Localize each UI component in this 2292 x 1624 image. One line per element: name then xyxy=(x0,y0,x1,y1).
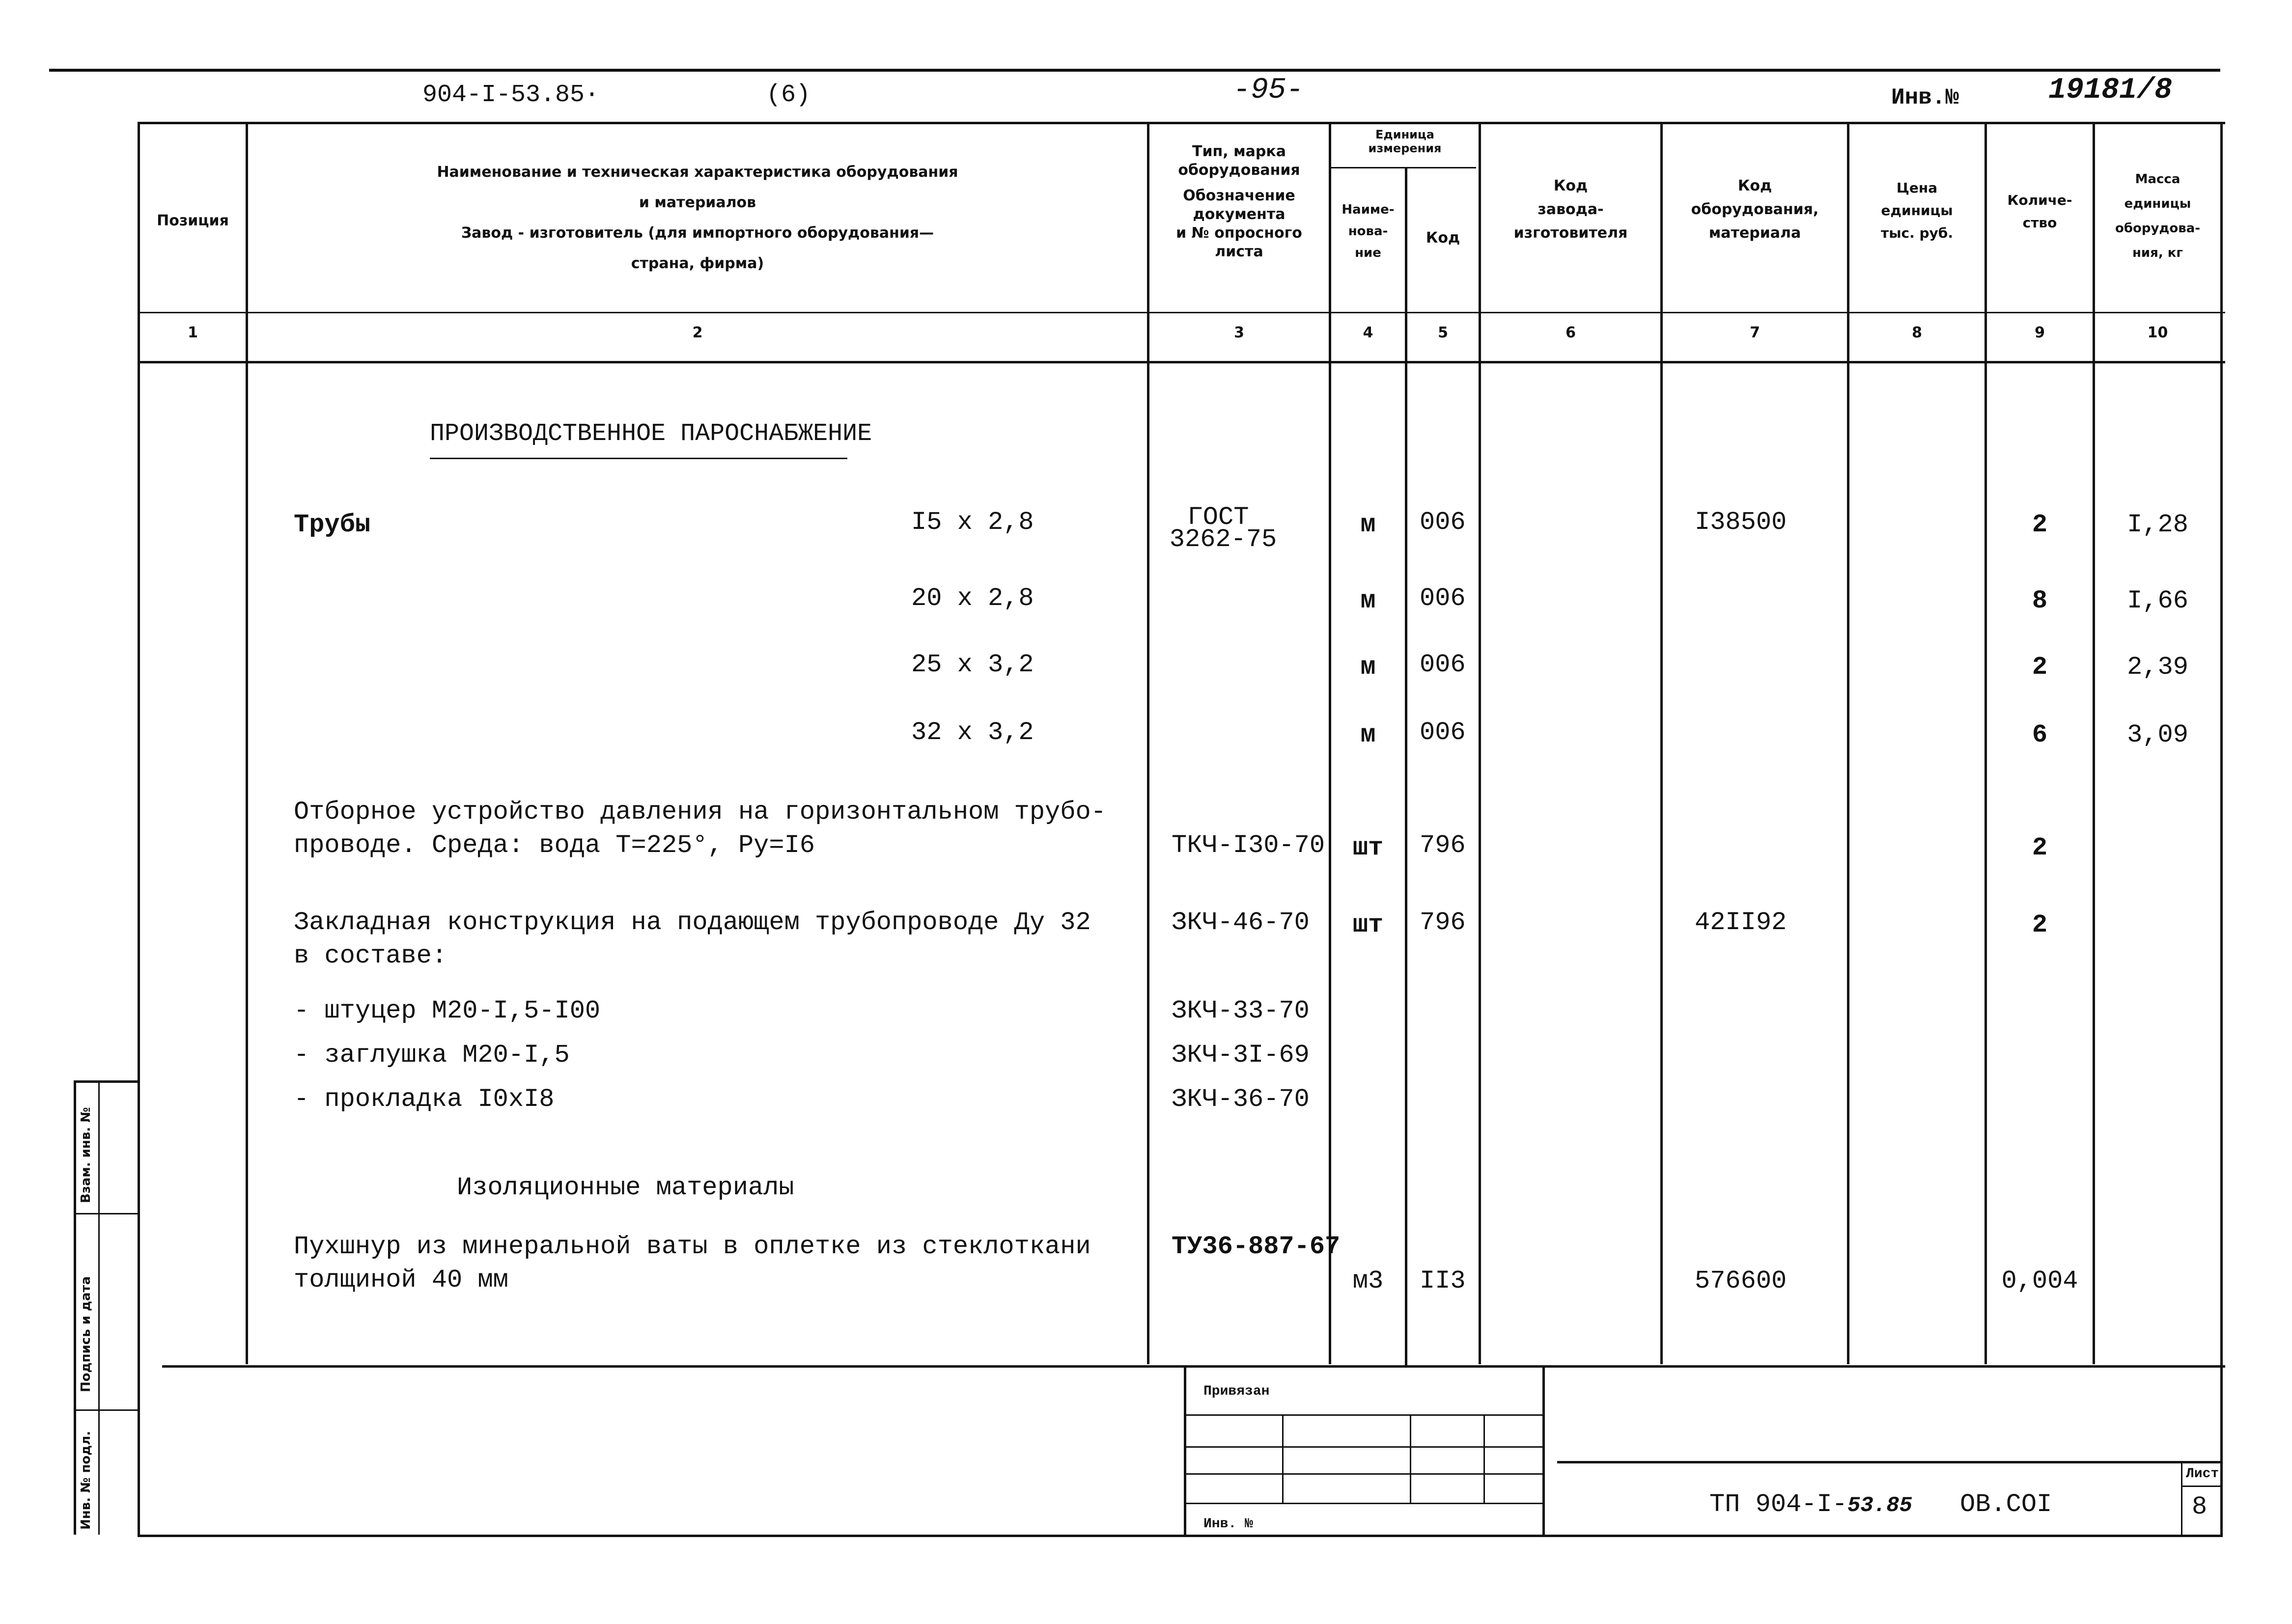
header-mass-line1: Масса xyxy=(2135,172,2180,187)
side-label-signature: Подпись и дата xyxy=(79,1276,93,1392)
header-type-line4: документа xyxy=(1193,206,1286,223)
pipe-row-4-size: 32 x 3,2 xyxy=(911,718,1034,747)
header-position-text: Позиция xyxy=(157,212,229,229)
header-price-line2: единицы xyxy=(1881,202,1953,219)
pipe-row-1-code: 006 xyxy=(1420,508,1466,537)
header-price xyxy=(1849,177,1985,245)
sheet-cell-divider xyxy=(2181,1486,2223,1487)
device-name-line2: проводе. Среда: вода Т=225°, Ру=I6 xyxy=(294,831,815,860)
header-price-line3: тыс. руб. xyxy=(1880,225,1953,241)
cord-name-line1: Пухшнур из минеральной ваты в оплетке из стеклоткани xyxy=(294,1232,1091,1261)
device-doc: ТКЧ-I30-70 xyxy=(1172,831,1325,860)
stamp-inv-label: Инв. № xyxy=(1203,1516,1253,1532)
embed-part-3-doc: ЗКЧ-36-70 xyxy=(1172,1085,1310,1114)
colnum-bottom-border xyxy=(138,361,2225,363)
pipes-doc-line1: ГОСТ xyxy=(1187,503,1249,532)
col-number-4: 4 xyxy=(1363,324,1373,341)
header-name xyxy=(248,157,1147,279)
header-unit-name-line3: ние xyxy=(1355,246,1381,260)
pipe-row-1-unit: м xyxy=(1360,510,1376,539)
embed-material-code: 42II92 xyxy=(1695,908,1787,937)
header-factory-code xyxy=(1481,174,1660,245)
side-stamp-outer xyxy=(74,1080,76,1535)
pipe-row-1-qty: 2 xyxy=(2032,510,2048,539)
table-top-border xyxy=(138,122,2225,124)
cord-qty: 0,004 xyxy=(2001,1266,2078,1295)
pipe-row-3-mass: 2,39 xyxy=(2127,653,2188,682)
embed-name-line2: в составе: xyxy=(294,941,447,970)
header-factory-code-line1: Код xyxy=(1553,177,1588,194)
stamp-col-2 xyxy=(1410,1414,1411,1503)
embed-doc: ЗКЧ-46-70 xyxy=(1172,908,1310,937)
inv-label: Инв.№ xyxy=(1891,85,1959,110)
stamp-left-border xyxy=(1184,1365,1186,1535)
embed-part-2-name: - заглушка М20-I,5 xyxy=(294,1041,570,1070)
stamp-col-3 xyxy=(1483,1414,1485,1503)
header-unit-group-line2: измерения xyxy=(1368,141,1442,155)
col-number-3: 3 xyxy=(1234,324,1244,341)
device-unit: шт xyxy=(1352,833,1384,862)
col-number-10: 10 xyxy=(2147,324,2168,341)
header-unit-name-line1: Наиме- xyxy=(1342,202,1395,217)
header-mass-line3: оборудова- xyxy=(2115,221,2201,236)
side-label-replace: Взам. инв. № xyxy=(79,1107,93,1203)
col-number-7: 7 xyxy=(1750,324,1760,341)
bottom-frame xyxy=(138,1535,2223,1537)
doc-code: 904-I-53.85· xyxy=(422,81,600,109)
sheet-paren: (6) xyxy=(766,81,811,109)
pipe-row-2-size: 20 x 2,8 xyxy=(911,584,1034,613)
col-number-1: 1 xyxy=(188,324,198,341)
insulation-title: Изоляционные материалы xyxy=(457,1173,794,1202)
table-bottom-border xyxy=(162,1365,2225,1368)
sheet-cell-border xyxy=(2181,1461,2182,1535)
header-mass-line2: единицы xyxy=(2124,196,2191,211)
page-number: -95- xyxy=(1233,74,1304,107)
cord-unit: м3 xyxy=(1352,1266,1384,1295)
pipes-material-code: I38500 xyxy=(1695,508,1787,537)
cord-name-line2: толщиной 40 мм xyxy=(294,1266,508,1294)
side-label-inv-orig: Инв. № подл. xyxy=(79,1431,93,1530)
header-name-line1: Наименование и техническая характеристика оборудования xyxy=(437,164,958,181)
embed-part-1-name: - штуцер М20-I,5-I00 xyxy=(294,996,601,1025)
header-type-line1: Тип, марка xyxy=(1192,143,1286,160)
title-block-doc-suffix: 53.85 xyxy=(1847,1493,1912,1518)
pipe-row-3-size: 25 x 3,2 xyxy=(911,650,1034,679)
header-name-line4: страна, фирма) xyxy=(631,255,764,272)
stamp-row-2 xyxy=(1184,1446,1542,1448)
header-bottom-border xyxy=(138,312,2225,313)
stamp-linked-label: Привязан xyxy=(1203,1384,1270,1399)
stamp-row-1 xyxy=(1184,1414,1542,1416)
pipe-row-3-unit: м xyxy=(1360,653,1376,682)
pipe-row-4-code: 006 xyxy=(1420,718,1466,747)
embed-unit: шт xyxy=(1352,910,1384,939)
title-block-mark: ОВ.СОI xyxy=(1960,1490,2052,1519)
header-unit-code xyxy=(1407,228,1479,248)
col-number-2: 2 xyxy=(692,324,703,341)
cord-code: II3 xyxy=(1420,1266,1466,1295)
header-type xyxy=(1149,142,1329,261)
col-divider-1 xyxy=(246,122,248,1364)
pipe-row-4-mass: 3,09 xyxy=(2127,720,2188,749)
cord-material-code: 576600 xyxy=(1695,1266,1787,1295)
title-block-doc-prefix: ТП 904-I- xyxy=(1709,1490,1847,1519)
stamp-col-1 xyxy=(1282,1414,1284,1503)
header-unit-group-line1: Единица xyxy=(1375,128,1434,141)
col-number-5: 5 xyxy=(1438,324,1448,341)
cord-doc: ТУ36-887-67 xyxy=(1172,1232,1341,1261)
col-divider-4 xyxy=(1405,167,1407,1365)
embed-code: 796 xyxy=(1420,908,1466,937)
sheet-label: Лист xyxy=(2186,1466,2219,1482)
title-block-doc xyxy=(1709,1488,1912,1522)
pipe-row-2-mass: I,66 xyxy=(2127,586,2188,615)
pipe-row-4-qty: 6 xyxy=(2032,720,2048,749)
sheet-value: 8 xyxy=(2192,1492,2208,1521)
header-material-code-line3: материала xyxy=(1708,224,1801,242)
header-position xyxy=(140,211,246,231)
col-divider-5 xyxy=(1479,122,1481,1364)
side-stamp-top xyxy=(74,1080,138,1083)
header-material-code-line1: Код xyxy=(1737,177,1772,194)
header-type-line5: и № опросного xyxy=(1176,224,1302,242)
header-material-code xyxy=(1663,174,1847,245)
header-mass xyxy=(2095,167,2220,265)
pipe-row-2-qty: 8 xyxy=(2032,586,2048,615)
header-quantity xyxy=(1987,189,2093,234)
device-qty: 2 xyxy=(2032,833,2048,862)
section-title: ПРОИЗВОДСТВЕННОЕ ПАРОСНАБЖЕНИЕ xyxy=(430,420,872,448)
pipes-name: Трубы xyxy=(294,510,371,539)
header-quantity-line1: Количе- xyxy=(2007,192,2072,208)
col-divider-7 xyxy=(1847,122,1849,1364)
embed-qty: 2 xyxy=(2032,910,2048,939)
header-type-line6: листа xyxy=(1215,243,1263,260)
side-stamp-div-2 xyxy=(74,1409,138,1411)
pipe-row-4-unit: м xyxy=(1360,720,1376,749)
header-mass-line4: ния, кг xyxy=(2132,246,2183,260)
col-number-9: 9 xyxy=(2035,324,2045,341)
inv-value: 19181/8 xyxy=(2048,74,2173,107)
header-price-line1: Цена xyxy=(1896,180,1938,196)
header-type-line3: Обозначение xyxy=(1183,187,1295,204)
col-number-8: 8 xyxy=(1912,324,1922,341)
embed-part-3-name: - прокладка I0xI8 xyxy=(294,1085,555,1114)
pipe-row-1-mass: I,28 xyxy=(2127,510,2188,539)
side-stamp-inner xyxy=(98,1080,100,1535)
pipe-row-3-qty: 2 xyxy=(2032,653,2048,682)
pipes-doc-line2: 3262-75 xyxy=(1169,525,1277,554)
embed-part-1-doc: ЗКЧ-33-70 xyxy=(1172,996,1310,1025)
side-stamp-div-1 xyxy=(74,1213,138,1214)
header-type-line2: оборудования xyxy=(1178,162,1300,179)
device-code: 796 xyxy=(1420,831,1466,860)
stamp-mid-border xyxy=(1542,1365,1545,1535)
header-name-line2: и материалов xyxy=(639,194,756,211)
stamp-row-4 xyxy=(1184,1503,1542,1504)
header-factory-code-line3: изготовителя xyxy=(1513,224,1628,242)
right-frame xyxy=(2220,122,2223,1536)
header-unit-name-line2: нова- xyxy=(1348,224,1388,239)
title-block-top xyxy=(1557,1461,2223,1463)
stamp-row-3 xyxy=(1184,1473,1542,1475)
header-factory-code-line2: завода- xyxy=(1537,201,1604,218)
pipe-row-2-unit: м xyxy=(1360,586,1376,615)
top-rule xyxy=(49,69,2220,72)
header-unit-code-text: Код xyxy=(1426,229,1460,247)
col-number-6: 6 xyxy=(1565,324,1576,341)
embed-name-line1: Закладная конструкция на подающем трубопроводе Ду 32 xyxy=(294,908,1091,937)
pipe-row-1-size: I5 x 2,8 xyxy=(911,508,1034,537)
device-name-line1: Отборное устройство давления на горизонтальном трубо- xyxy=(294,798,1106,826)
header-unit-group xyxy=(1331,128,1479,155)
section-title-underline xyxy=(430,458,847,459)
col-divider-6 xyxy=(1660,122,1663,1364)
header-quantity-line2: ство xyxy=(2022,215,2057,231)
unit-group-divider xyxy=(1329,167,1476,168)
header-material-code-line2: оборудования, xyxy=(1691,201,1819,218)
col-divider-2 xyxy=(1147,122,1149,1364)
pipe-row-3-code: 006 xyxy=(1420,650,1466,679)
embed-part-2-doc: ЗКЧ-3I-69 xyxy=(1172,1041,1310,1070)
header-name-line3: Завод - изготовитель (для импортного оборудования— xyxy=(461,224,934,242)
header-unit-name xyxy=(1331,199,1405,264)
pipe-row-2-code: 006 xyxy=(1420,584,1466,613)
